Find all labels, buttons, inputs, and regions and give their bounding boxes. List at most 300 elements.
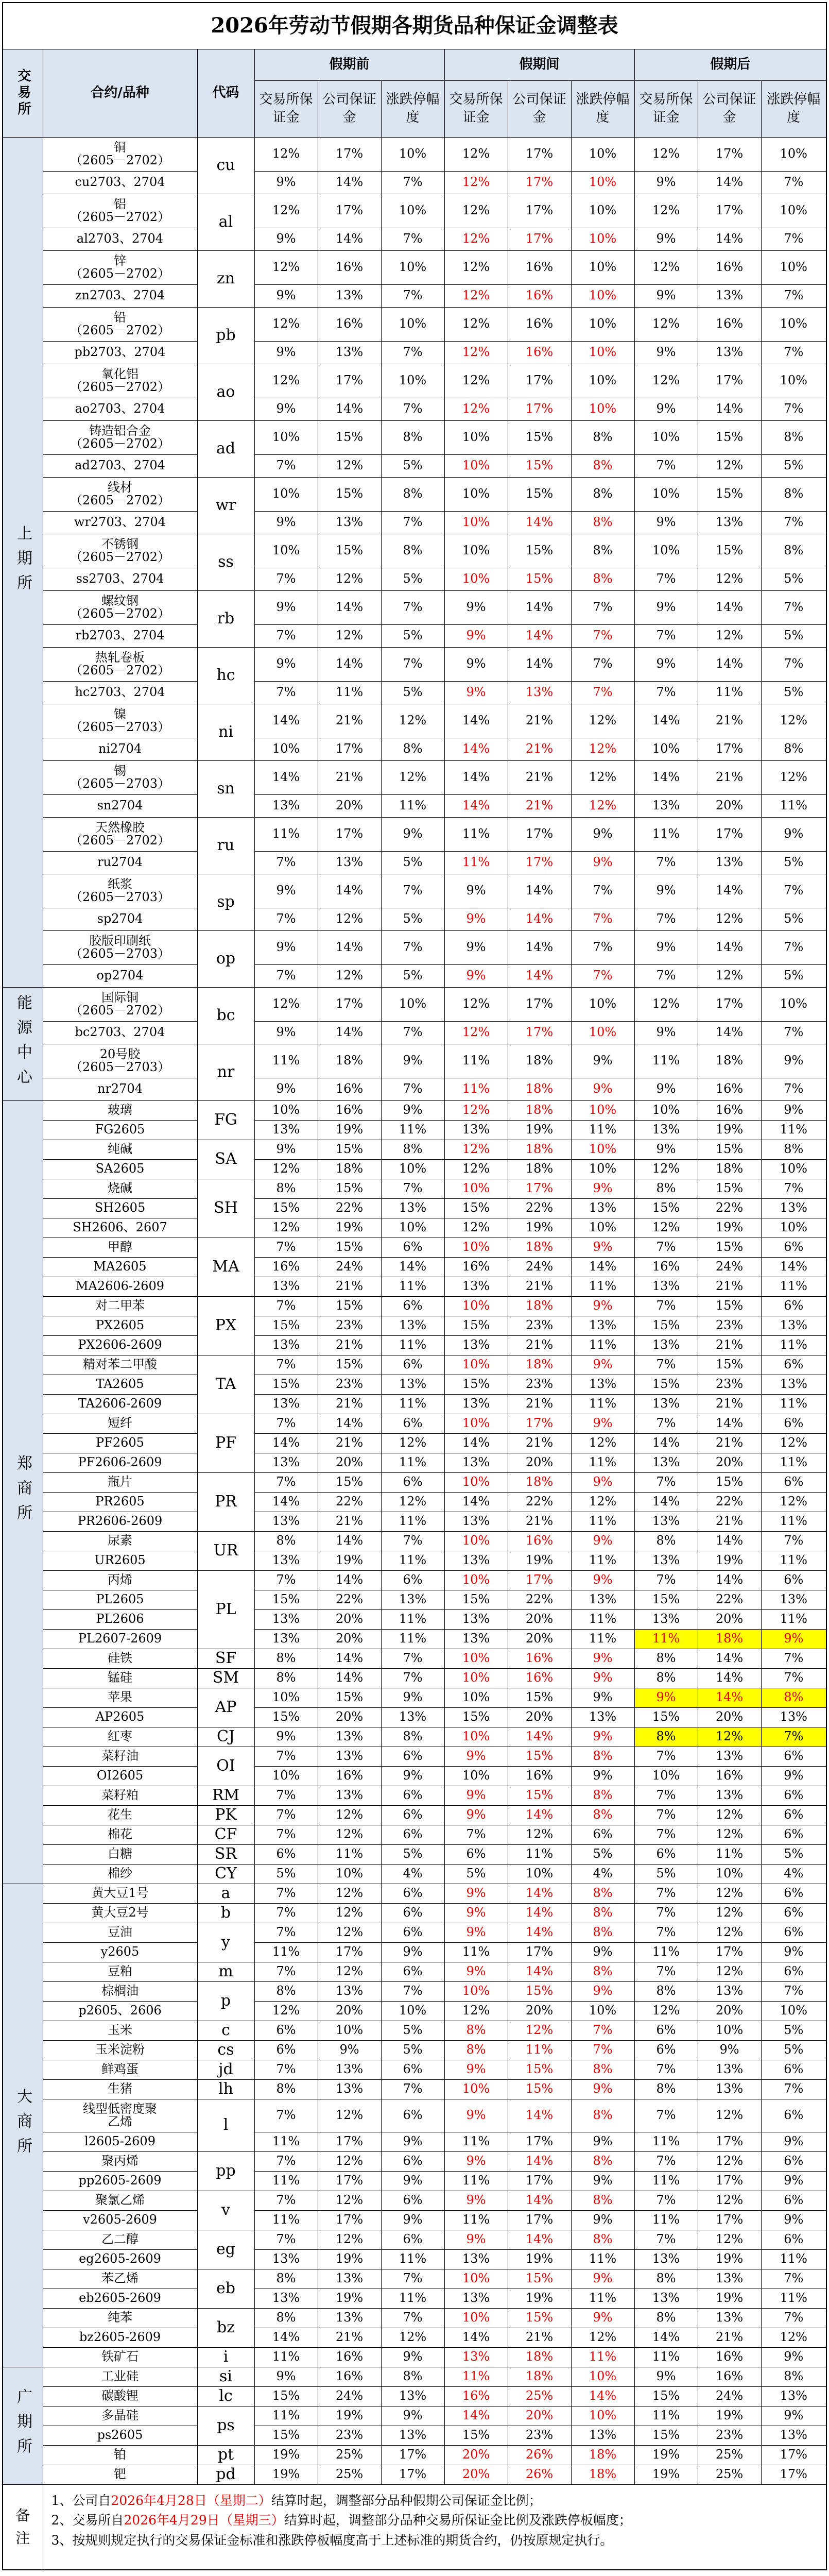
value-cell: 17%	[508, 398, 571, 420]
value-cell: 10%	[634, 534, 698, 568]
value-cell: 18%	[508, 2347, 571, 2367]
value-cell: 7%	[254, 1884, 318, 1903]
value-cell: 13%	[381, 1375, 444, 1394]
table-row	[3, 1805, 826, 1825]
value-cell: 15%	[634, 1707, 698, 1727]
value-cell: 26%	[508, 2465, 571, 2484]
value-cell: 15%	[444, 2426, 508, 2445]
value-cell: 7%	[761, 284, 826, 307]
contract-name-cell: 玉米	[43, 2021, 197, 2040]
contract-name-cell: ao2703、2704	[43, 398, 197, 420]
value-cell: 10%	[254, 477, 318, 511]
table-row	[3, 1257, 826, 1277]
value-cell: 7%	[761, 1727, 826, 1747]
value-cell: 8%	[634, 1668, 698, 1688]
contract-name-cell: TA2606-2609	[43, 1394, 197, 1414]
value-cell: 8%	[571, 2060, 634, 2079]
value-cell: 11%	[254, 2210, 318, 2230]
value-cell: 9%	[444, 1923, 508, 1942]
contract-name-cell: eg2605-2609	[43, 2249, 197, 2269]
value-cell: 11%	[254, 2347, 318, 2367]
value-cell: 10%	[634, 738, 698, 760]
value-cell: 25%	[508, 2386, 571, 2406]
value-cell: 12%	[444, 1159, 508, 1179]
value-cell: 10%	[444, 1668, 508, 1688]
value-cell: 19%	[698, 2406, 761, 2426]
value-cell: 14%	[318, 171, 381, 194]
value-cell: 6%	[761, 2099, 826, 2132]
table-row	[3, 2060, 826, 2079]
value-cell: 6%	[254, 2021, 318, 2040]
value-cell: 10%	[698, 2021, 761, 2040]
value-cell: 18%	[508, 1296, 571, 1316]
value-cell: 10%	[254, 738, 318, 760]
value-cell: 7%	[634, 1472, 698, 1492]
value-cell: 11%	[761, 1609, 826, 1629]
value-cell: 6%	[761, 2191, 826, 2210]
value-cell: 12%	[444, 1021, 508, 1044]
contract-name-cell: 不锈钢 （2605－2702）	[43, 534, 197, 568]
value-cell: 13%	[634, 1335, 698, 1355]
table-row	[3, 1140, 826, 1159]
value-cell: 7%	[254, 1238, 318, 1257]
contract-name-cell: 镍 （2605－2703）	[43, 704, 197, 738]
value-cell: 15%	[698, 1140, 761, 1159]
value-cell: 5%	[381, 851, 444, 874]
value-cell: 7%	[761, 874, 826, 908]
contract-name-cell: 铁矿石	[43, 2347, 197, 2367]
value-cell: 18%	[508, 1044, 571, 1078]
value-cell: 5%	[761, 851, 826, 874]
product-code-cell: bc	[197, 987, 254, 1044]
value-cell: 7%	[254, 1472, 318, 1492]
value-cell: 9%	[444, 1903, 508, 1923]
value-cell: 11%	[761, 1551, 826, 1570]
value-cell: 12%	[698, 2230, 761, 2249]
value-cell: 20%	[318, 1453, 381, 1472]
value-cell: 16%	[318, 2367, 381, 2386]
value-cell: 8%	[254, 1668, 318, 1688]
value-cell: 12%	[698, 1923, 761, 1942]
value-cell: 7%	[634, 1238, 698, 1257]
value-cell: 5%	[761, 2040, 826, 2060]
value-cell: 7%	[761, 930, 826, 964]
value-cell: 18%	[318, 1159, 381, 1179]
value-cell: 8%	[571, 1962, 634, 1981]
table-row	[3, 1335, 826, 1355]
contract-name-cell: 红枣	[43, 1727, 197, 1747]
value-cell: 11%	[381, 1609, 444, 1629]
contract-name-cell: 棉花	[43, 1825, 197, 1844]
value-cell: 9%	[254, 647, 318, 681]
product-code-cell: SH	[197, 1179, 254, 1238]
value-cell: 9%	[634, 341, 698, 364]
value-cell: 13%	[571, 1316, 634, 1335]
margin-table	[2, 2, 827, 2570]
value-cell: 14%	[318, 1414, 381, 1433]
contract-name-cell: y2605	[43, 1942, 197, 1962]
value-cell: 9%	[571, 2079, 634, 2099]
value-cell: 22%	[508, 1492, 571, 1512]
value-cell: 13%	[254, 1609, 318, 1629]
value-cell: 8%	[761, 1140, 826, 1159]
value-cell: 8%	[381, 2367, 444, 2386]
value-cell: 21%	[508, 1277, 571, 1296]
product-code-cell: ni	[197, 704, 254, 760]
header-exchange: 交易所	[3, 49, 43, 137]
value-cell: 24%	[698, 1257, 761, 1277]
value-cell: 8%	[634, 1981, 698, 2001]
value-cell: 12%	[318, 1903, 381, 1923]
value-cell: 23%	[698, 1375, 761, 1394]
product-code-cell: nr	[197, 1044, 254, 1100]
value-cell: 19%	[698, 2289, 761, 2308]
value-cell: 8%	[571, 1805, 634, 1825]
value-cell: 5%	[761, 1844, 826, 1864]
value-cell: 12%	[571, 2328, 634, 2347]
value-cell: 9%	[444, 590, 508, 624]
value-cell: 15%	[508, 454, 571, 477]
value-cell: 12%	[698, 1903, 761, 1923]
value-cell: 10%	[444, 511, 508, 534]
value-cell: 12%	[698, 568, 761, 590]
contract-name-cell: zn2703、2704	[43, 284, 197, 307]
value-cell: 17%	[761, 2445, 826, 2465]
contract-name-cell: 菜籽油	[43, 1747, 197, 1766]
subheader-company-margin: 公司保证金	[318, 80, 381, 137]
table-row	[3, 1570, 826, 1590]
product-code-cell: PX	[197, 1296, 254, 1355]
contract-name-cell: 花生	[43, 1805, 197, 1825]
table-row	[3, 2426, 826, 2445]
value-cell: 12%	[698, 454, 761, 477]
value-cell: 14%	[634, 2328, 698, 2347]
value-cell: 14%	[318, 874, 381, 908]
value-cell: 7%	[254, 1786, 318, 1805]
table-row	[3, 1707, 826, 1727]
value-cell: 7%	[381, 930, 444, 964]
value-cell: 14%	[444, 704, 508, 738]
value-cell: 11%	[634, 817, 698, 851]
value-cell: 12%	[318, 454, 381, 477]
table-row	[3, 2191, 826, 2210]
table-row	[3, 1688, 826, 1707]
value-cell: 15%	[254, 2386, 318, 2406]
product-code-cell: bz	[197, 2308, 254, 2347]
value-cell: 6%	[381, 1238, 444, 1257]
note-2-prefix: 2、交易所自	[51, 2513, 124, 2528]
value-cell: 14%	[508, 2099, 571, 2132]
value-cell: 9%	[571, 2171, 634, 2191]
value-cell: 7%	[761, 2308, 826, 2328]
value-cell: 7%	[634, 1884, 698, 1903]
value-cell: 20%	[444, 2465, 508, 2484]
contract-name-cell: 聚丙烯	[43, 2151, 197, 2171]
value-cell: 10%	[444, 1472, 508, 1492]
table-row	[3, 760, 826, 794]
value-cell: 10%	[444, 1355, 508, 1375]
value-cell: 7%	[254, 624, 318, 647]
contract-name-cell: 黄大豆1号	[43, 1884, 197, 1903]
contract-name-cell: 纸浆 （2605－2703）	[43, 874, 197, 908]
value-cell: 7%	[254, 1355, 318, 1375]
value-cell: 10%	[444, 1649, 508, 1668]
exchange-cell: 大商所	[3, 1884, 43, 2367]
value-cell: 12%	[444, 987, 508, 1021]
value-cell: 11%	[634, 1044, 698, 1078]
table-row	[3, 1512, 826, 1531]
value-cell: 8%	[444, 2040, 508, 2060]
value-cell: 9%	[571, 1472, 634, 1492]
value-cell: 7%	[761, 2079, 826, 2099]
table-row	[3, 1864, 826, 1884]
value-cell: 15%	[698, 1472, 761, 1492]
value-cell: 13%	[634, 1453, 698, 1472]
contract-name-cell: 聚氯乙烯	[43, 2191, 197, 2210]
contract-name-cell: 菜籽粕	[43, 1786, 197, 1805]
table-row	[3, 1179, 826, 1198]
value-cell: 20%	[698, 1609, 761, 1629]
value-cell: 7%	[571, 874, 634, 908]
table-row	[3, 964, 826, 987]
value-cell: 18%	[698, 1159, 761, 1179]
value-cell: 17%	[318, 364, 381, 398]
contract-name-cell: 天然橡胶 （2605－2702）	[43, 817, 197, 851]
value-cell: 21%	[698, 1277, 761, 1296]
contract-name-cell: 热轧卷板 （2605－2702）	[43, 647, 197, 681]
value-cell: 14%	[571, 2386, 634, 2406]
value-cell: 19%	[634, 2445, 698, 2465]
contract-name-cell: 胶版印刷纸 （2605－2703）	[43, 930, 197, 964]
product-code-cell: RM	[197, 1786, 254, 1805]
value-cell: 11%	[381, 2289, 444, 2308]
value-cell: 18%	[698, 1044, 761, 1078]
value-cell: 12%	[444, 1218, 508, 1238]
value-cell: 11%	[444, 851, 508, 874]
table-row	[3, 1668, 826, 1688]
product-code-cell: pp	[197, 2151, 254, 2191]
value-cell: 9%	[444, 964, 508, 987]
value-cell: 7%	[381, 1021, 444, 1044]
value-cell: 12%	[318, 1825, 381, 1844]
value-cell: 9%	[571, 1727, 634, 1747]
value-cell: 12%	[634, 307, 698, 341]
value-cell: 19%	[318, 1218, 381, 1238]
value-cell: 24%	[698, 2386, 761, 2406]
value-cell: 7%	[254, 1570, 318, 1590]
product-code-cell: cs	[197, 2040, 254, 2060]
value-cell: 7%	[381, 1649, 444, 1668]
value-cell: 11%	[381, 1120, 444, 1140]
value-cell: 17%	[508, 1021, 571, 1044]
value-cell: 12%	[698, 964, 761, 987]
table-row	[3, 624, 826, 647]
value-cell: 7%	[761, 590, 826, 624]
value-cell: 7%	[761, 1531, 826, 1551]
contract-name-cell: bc2703、2704	[43, 1021, 197, 1044]
value-cell: 12%	[444, 284, 508, 307]
contract-name-cell: 短纤	[43, 1414, 197, 1433]
value-cell: 20%	[444, 2445, 508, 2465]
value-cell: 9%	[444, 1962, 508, 1981]
value-cell: 6%	[381, 2099, 444, 2132]
value-cell: 16%	[698, 1078, 761, 1100]
value-cell: 12%	[634, 987, 698, 1021]
value-cell: 11%	[381, 1629, 444, 1649]
value-cell: 10%	[571, 398, 634, 420]
value-cell: 13%	[698, 511, 761, 534]
value-cell: 9%	[761, 2347, 826, 2367]
value-cell: 14%	[254, 1433, 318, 1453]
value-cell: 13%	[318, 1786, 381, 1805]
contract-name-cell: 白糖	[43, 1844, 197, 1864]
value-cell: 9%	[254, 1727, 318, 1747]
table-row	[3, 1884, 826, 1903]
value-cell: 7%	[381, 2308, 444, 2328]
value-cell: 13%	[381, 2386, 444, 2406]
value-cell: 10%	[254, 420, 318, 454]
value-cell: 12%	[698, 1727, 761, 1747]
table-row	[3, 1078, 826, 1100]
value-cell: 10%	[571, 284, 634, 307]
value-cell: 16%	[698, 250, 761, 284]
value-cell: 18%	[508, 2367, 571, 2386]
value-cell: 6%	[381, 1747, 444, 1766]
value-cell: 9%	[444, 624, 508, 647]
value-cell: 10%	[761, 987, 826, 1021]
contract-name-cell: 铜 （2605－2702）	[43, 137, 197, 171]
value-cell: 20%	[698, 2001, 761, 2021]
value-cell: 13%	[634, 2289, 698, 2308]
value-cell: 11%	[444, 1078, 508, 1100]
value-cell: 7%	[761, 1668, 826, 1688]
table-row	[3, 2132, 826, 2151]
value-cell: 19%	[318, 2406, 381, 2426]
value-cell: 21%	[508, 794, 571, 817]
value-cell: 5%	[254, 1864, 318, 1884]
value-cell: 7%	[381, 1981, 444, 2001]
contract-name-cell: 精对苯二甲酸	[43, 1355, 197, 1375]
value-cell: 16%	[508, 307, 571, 341]
value-cell: 7%	[761, 1078, 826, 1100]
value-cell: 8%	[634, 2269, 698, 2289]
value-cell: 14%	[634, 760, 698, 794]
value-cell: 15%	[444, 1316, 508, 1335]
contract-name-cell: 棕榈油	[43, 1981, 197, 2001]
value-cell: 9%	[381, 1100, 444, 1120]
value-cell: 17%	[508, 228, 571, 250]
product-code-cell: cu	[197, 137, 254, 194]
margin-table-body	[3, 137, 826, 2484]
value-cell: 5%	[761, 454, 826, 477]
table-row	[3, 1453, 826, 1472]
value-cell: 13%	[254, 1335, 318, 1355]
header-code: 代码	[197, 49, 254, 137]
product-code-cell: pd	[197, 2465, 254, 2484]
contract-name-cell: PX2605	[43, 1316, 197, 1335]
value-cell: 8%	[254, 1531, 318, 1551]
value-cell: 13%	[634, 1609, 698, 1629]
value-cell: 10%	[381, 307, 444, 341]
value-cell: 17%	[508, 1414, 571, 1433]
contract-name-cell: ad2703、2704	[43, 454, 197, 477]
value-cell: 12%	[698, 2191, 761, 2210]
value-cell: 10%	[634, 477, 698, 511]
value-cell: 16%	[508, 1649, 571, 1668]
value-cell: 7%	[634, 568, 698, 590]
value-cell: 17%	[698, 2210, 761, 2230]
product-code-cell: ru	[197, 817, 254, 874]
value-cell: 12%	[254, 987, 318, 1021]
value-cell: 12%	[698, 1962, 761, 1981]
value-cell: 12%	[698, 2099, 761, 2132]
value-cell: 12%	[381, 1492, 444, 1512]
value-cell: 12%	[698, 1805, 761, 1825]
value-cell: 7%	[634, 851, 698, 874]
contract-name-cell: PL2605	[43, 1590, 197, 1609]
table-row	[3, 284, 826, 307]
table-row	[3, 817, 826, 851]
value-cell: 14%	[508, 1884, 571, 1903]
table-row	[3, 1394, 826, 1414]
value-cell: 10%	[381, 1218, 444, 1238]
value-cell: 8%	[381, 420, 444, 454]
contract-name-cell: 豆粕	[43, 1962, 197, 1981]
value-cell: 12%	[444, 1100, 508, 1120]
exchange-cell: 郑商所	[3, 1100, 43, 1884]
value-cell: 12%	[444, 137, 508, 171]
value-cell: 10%	[571, 250, 634, 284]
value-cell: 20%	[318, 1609, 381, 1629]
value-cell: 12%	[571, 794, 634, 817]
contract-name-cell: 铂	[43, 2445, 197, 2465]
value-cell: 10%	[571, 137, 634, 171]
value-cell: 8%	[571, 568, 634, 590]
value-cell: 25%	[698, 2445, 761, 2465]
value-cell: 15%	[698, 1238, 761, 1257]
value-cell: 13%	[444, 1609, 508, 1629]
value-cell: 10%	[444, 1531, 508, 1551]
note-2-date: 2026年4月29日（星期三）	[124, 2513, 284, 2528]
value-cell: 15%	[318, 534, 381, 568]
value-cell: 9%	[254, 341, 318, 364]
value-cell: 15%	[254, 1707, 318, 1727]
value-cell: 18%	[508, 1355, 571, 1375]
value-cell: 6%	[761, 1355, 826, 1375]
value-cell: 12%	[381, 2328, 444, 2347]
value-cell: 12%	[634, 194, 698, 228]
value-cell: 14%	[444, 738, 508, 760]
value-cell: 6%	[761, 1786, 826, 1805]
contract-name-cell: op2704	[43, 964, 197, 987]
contract-name-cell: 铅 （2605－2702）	[43, 307, 197, 341]
value-cell: 5%	[381, 2040, 444, 2060]
table-row	[3, 2099, 826, 2132]
value-cell: 6%	[761, 1472, 826, 1492]
value-cell: 6%	[761, 1570, 826, 1590]
value-cell: 7%	[381, 1179, 444, 1198]
value-cell: 14%	[381, 1257, 444, 1277]
contract-name-cell: p2605、2606	[43, 2001, 197, 2021]
contract-name-cell: 玻璃	[43, 1100, 197, 1120]
value-cell: 13%	[318, 2308, 381, 2328]
value-cell: 11%	[254, 1044, 318, 1078]
value-cell: 9%	[444, 681, 508, 704]
table-row	[3, 250, 826, 284]
value-cell: 15%	[444, 1590, 508, 1609]
value-cell: 16%	[634, 1257, 698, 1277]
value-cell: 13%	[254, 1453, 318, 1472]
